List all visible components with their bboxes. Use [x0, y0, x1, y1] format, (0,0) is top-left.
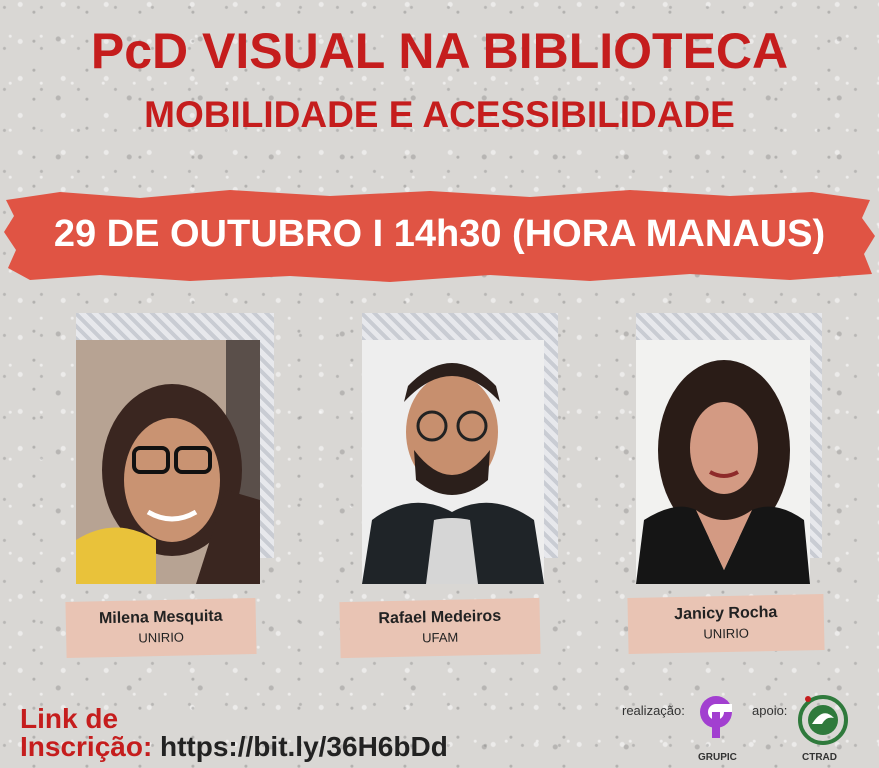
event-title: PcD VISUAL NA BIBLIOTECA	[90, 23, 789, 79]
name-plate	[627, 594, 824, 654]
speaker-photo	[362, 340, 544, 584]
ctrad-logo-text: CTRAD	[802, 752, 837, 763]
registration-label-line1: Link de	[20, 703, 119, 734]
name-plate	[65, 598, 256, 658]
speaker-affiliation: UNIRIO	[703, 625, 750, 642]
speaker-name: Milena Mesquita	[98, 607, 223, 628]
grupic-logo-text: GRUPIC	[698, 752, 737, 763]
ctrad-logo	[796, 694, 850, 755]
grupic-logo	[694, 692, 738, 747]
name-plate	[339, 598, 540, 658]
event-date-time: 29 DE OUTUBRO I 14h30 (HORA MANAUS)	[53, 213, 826, 255]
registration-link[interactable]: https://bit.ly/36H6bDd	[160, 731, 448, 762]
apoio-label: apoio:	[752, 703, 788, 718]
speaker-photo	[76, 340, 260, 584]
registration-label-line2: Inscrição:	[20, 731, 153, 762]
speaker-affiliation: UFAM	[421, 629, 459, 646]
speaker-name: Janicy Rocha	[674, 603, 778, 624]
speaker-name: Rafael Medeiros	[378, 607, 502, 628]
speaker-photo	[636, 340, 810, 584]
event-subtitle: MOBILIDADE E ACESSIBILIDADE	[144, 94, 735, 135]
realizacao-label: realização:	[622, 703, 685, 718]
speaker-affiliation: UNIRIO	[138, 629, 185, 646]
